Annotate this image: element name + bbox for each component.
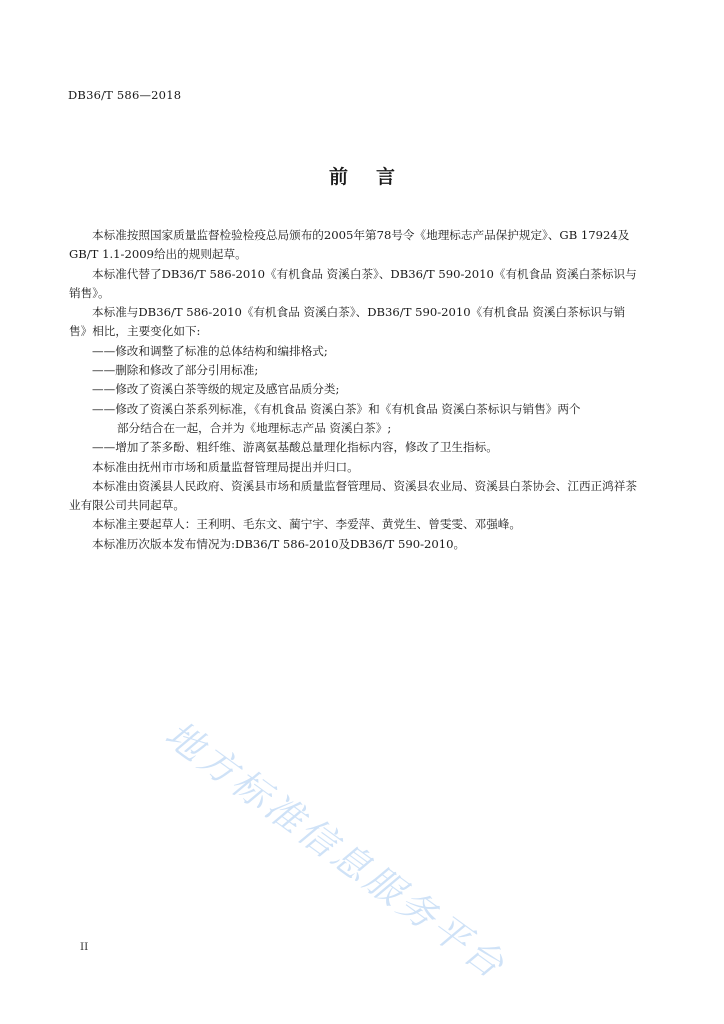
paragraph-version-history: 本标准历次版本发布情况为:DB36/T 586-2010及DB36/T 590-2010。 xyxy=(92,536,466,551)
paragraph-proposer: 本标准由抚州市市场和质量监督管理局提出并归口。 xyxy=(92,459,359,474)
watermark: 地方标准信息服务平台 xyxy=(157,712,515,989)
paragraph-changes-intro: 本标准与DB36/T 586-2010《有机食品 资溪白茶》、DB36/T 590-2010《有机食品 资溪白茶标识与销售》相比，主要变化如下: xyxy=(69,305,626,339)
page-title: 前言 xyxy=(328,166,423,188)
change-item: ——修改了资溪白茶系列标准，《有机食品 资溪白茶》和《有机食品 资溪白茶标识与销售》两个 xyxy=(92,401,581,416)
paragraph-drafting-basis: 本标准按照国家质量监督检验检疫总局颁布的2005年第78号令《地理标志产品保护规定》、GB 17924及GB/T 1.1-2009给出的规则起草。 xyxy=(69,228,630,262)
change-item: ——删除和修改了部分引用标准; xyxy=(92,363,259,378)
change-item-continuation: 部分结合在一起，合并为《地理标志产品 资溪白茶》; xyxy=(117,420,392,435)
foreword-body xyxy=(69,226,640,554)
paragraph-replaces: 本标准代替了DB36/T 586-2010《有机食品 资溪白茶》、DB36/T 590-2010《有机食品 资溪白茶标识与销售》。 xyxy=(69,266,637,300)
paragraph-drafters: 本标准主要起草人：王利明、毛东文、蔺宁宇、李爱萍、黄党生、曾雯雯、邓强峰。 xyxy=(92,517,521,532)
change-item: ——增加了茶多酚、粗纤维、游离氨基酸总量理化指标内容，修改了卫生指标。 xyxy=(92,440,498,455)
page-number: II xyxy=(80,941,89,953)
change-item: ——修改了资溪白茶等级的规定及感官品质分类; xyxy=(92,382,340,397)
change-item: ——修改和调整了标准的总体结构和编排格式; xyxy=(92,343,328,358)
document-code: DB36/T 586—2018 xyxy=(68,88,182,102)
paragraph-drafting-units: 本标准由资溪县人民政府、资溪县市场和质量监督管理局、资溪县农业局、资溪县白茶协会、江西正鸿祥茶业有限公司共同起草。 xyxy=(69,478,637,513)
